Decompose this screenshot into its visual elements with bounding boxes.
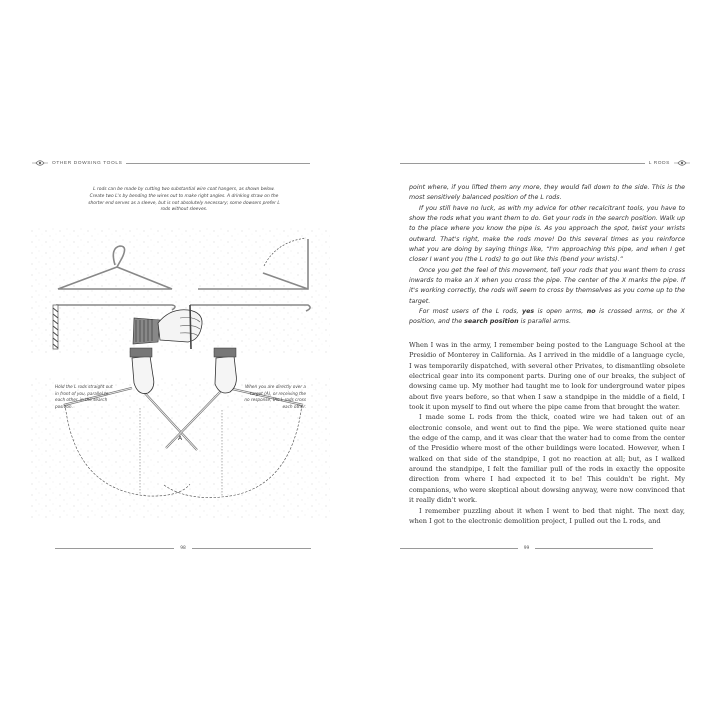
folio-right [400, 543, 653, 553]
folio-rule [192, 548, 311, 549]
fleuron-ornament-icon [32, 159, 48, 167]
target-label-a: A [178, 435, 183, 442]
term-no: no [586, 308, 596, 316]
paragraph: If you still have no luck, as with my advice for other recalcitrant tools, you have to show the rods what you want them to do. Get your rods in the search position. Walk up to the place where you know the pipe is. As you approach the spot, twist your wrists outward. That's right, make the rods move! Do this several times as you reinforce what you are doing by saying things like, “I'm approaching this pipe, and when I get closer I want you (the L rods) to go out like this (bend your wrists).” [409, 204, 685, 264]
illustration-caption-top: L rods can be made by cutting two substantial wire coat hangers, as shown below. Create two L's by bending the wires out to make right angles. A drinking straw on the shorter end serves as a sleeve, but is not absolutely necessary; some dowsers prefer L rods without sleeves. [88, 187, 280, 213]
running-head-title: L RODS [648, 160, 670, 166]
folio-left [55, 543, 311, 553]
italic-instructions [409, 183, 685, 328]
folio-rule [400, 548, 518, 549]
folio-rule [535, 548, 653, 549]
caption-search-position: Hold the L rods straight out in front of you, parallel to each other, in the search position. [55, 384, 113, 409]
folio-rule [55, 548, 174, 549]
anecdote-text [409, 340, 685, 526]
paragraph: When I was in the army, I remember being posted to the Language School at the Presidio of Monterey in California. As I arrived in the middle of a language cycle, I was temporarily dispatched, with several other Privates, to dismantling obsolete electrical gear into its component parts. During one of our breaks, the subject of dowsing came up. My mother had taught me to look for underground water pipes about five years before, so that when I saw a standpipe in the middle of a field, I took it upon myself to find out where the pipe came from that brought the water. [409, 341, 685, 412]
paragraph: point where, if you lifted them any more, they would fall down to the side. This is the most sensitively balanced position of the L rods. [409, 184, 685, 202]
term-search-position: search position [464, 318, 519, 326]
fleuron-ornament-icon [674, 159, 690, 167]
caption-crossed-rods: When you are directly over a target (A), or receiving the no response, the L rods cross each other. [244, 384, 306, 409]
header-rule [400, 163, 645, 164]
page-number: 99 [523, 545, 530, 551]
l-rods-illustration [30, 228, 330, 533]
paragraph: Once you get the feel of this movement, tell your rods that you want them to cross inwards to make an X when you cross the pipe. The center of the X marks the pipe. If it's working correctly, the rods will seem to cross by themselves as you come up to the target. [409, 266, 685, 305]
header-rule [126, 163, 310, 164]
page-number: 98 [180, 545, 186, 551]
running-head-title: OTHER DOWSING TOOLS [52, 160, 123, 166]
summary-paragraph: For most users of the L rods, yes is open arms, no is crossed arms, or the X position, and the search position is parallel arms. [409, 308, 685, 326]
paragraph: I made some L rods from the thick, coated wire we had taken out of an electronic console, and went out to find the pipe. We were stationed quite near the edge of the camp, and it was clear that the water had to come from the center of the Presidio where most of the other buildings were located. However, when I walked on that side of the standpipe, I got no reaction at all; but, as I walked around the standpipe, I felt the familiar pull of the rods in exactly the opposite direction from where I had expected it to be! This couldn't be right. My companions, who were skeptical about dowsing anyway, were now convinced that it really didn't work. [409, 413, 685, 505]
running-head-right [400, 157, 690, 169]
right-page [360, 0, 720, 720]
term-yes: yes [522, 308, 535, 316]
paragraph: I remember puzzling about it when I went to bed that night. The next day, when I got to the electronic demolition project, I pulled out the L rods, and [409, 506, 685, 525]
running-head-left [32, 157, 310, 169]
